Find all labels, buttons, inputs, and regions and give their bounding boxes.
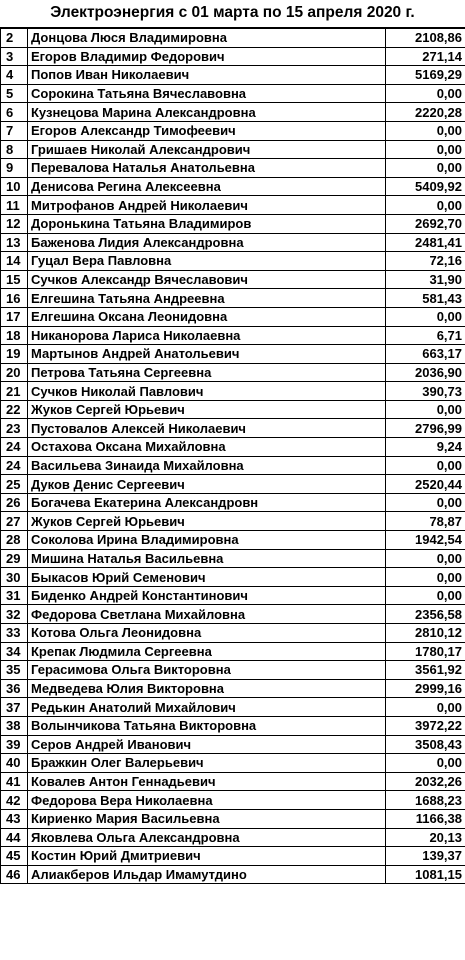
table-row[interactable]: [1, 214, 465, 233]
row-number[interactable]: 7: [1, 121, 28, 140]
row-name[interactable]: Редькин Анатолий Михайлович: [28, 698, 386, 717]
row-name[interactable]: Егоров Владимир Федорович: [28, 47, 386, 66]
row-value[interactable]: 2481,41: [386, 233, 465, 252]
row-value[interactable]: 663,17: [386, 345, 465, 364]
table-row[interactable]: [1, 177, 465, 196]
row-name[interactable]: Васильева Зинаида Михайловна: [28, 456, 386, 475]
row-value[interactable]: 0,00: [386, 754, 465, 773]
row-name[interactable]: Федорова Светлана Михайловна: [28, 605, 386, 624]
row-name[interactable]: Ковалев Антон Геннадьевич: [28, 772, 386, 791]
table-row[interactable]: [1, 624, 465, 643]
row-number[interactable]: 17: [1, 307, 28, 326]
row-value[interactable]: 0,00: [386, 456, 465, 475]
row-number[interactable]: 20: [1, 363, 28, 382]
row-number[interactable]: 24: [1, 438, 28, 457]
table-row[interactable]: [1, 568, 465, 587]
row-number[interactable]: 8: [1, 140, 28, 159]
row-name[interactable]: Крепак Людмила Сергеевна: [28, 642, 386, 661]
table-row[interactable]: [1, 512, 465, 531]
row-number[interactable]: 40: [1, 754, 28, 773]
row-value[interactable]: 1780,17: [386, 642, 465, 661]
row-number[interactable]: 46: [1, 865, 28, 884]
row-name[interactable]: Петрова Татьяна Сергеевна: [28, 363, 386, 382]
row-number[interactable]: 15: [1, 270, 28, 289]
row-name[interactable]: Жуков Сергей Юрьевич: [28, 400, 386, 419]
row-name[interactable]: Яковлева Ольга Александровна: [28, 828, 386, 847]
row-value[interactable]: 72,16: [386, 252, 465, 271]
row-number[interactable]: 44: [1, 828, 28, 847]
row-value[interactable]: 2810,12: [386, 624, 465, 643]
row-number[interactable]: 9: [1, 159, 28, 178]
row-name[interactable]: Мартынов Андрей Анатольевич: [28, 345, 386, 364]
table-row[interactable]: [1, 29, 465, 48]
row-value[interactable]: 20,13: [386, 828, 465, 847]
row-number[interactable]: 22: [1, 400, 28, 419]
row-value[interactable]: 1166,38: [386, 809, 465, 828]
row-number[interactable]: 38: [1, 716, 28, 735]
row-name[interactable]: Елгешина Татьяна Андреевна: [28, 289, 386, 308]
table-row[interactable]: [1, 698, 465, 717]
row-name[interactable]: Гришаев Николай Александрович: [28, 140, 386, 159]
table-row[interactable]: [1, 865, 465, 884]
row-number[interactable]: 37: [1, 698, 28, 717]
row-value[interactable]: 0,00: [386, 586, 465, 605]
row-name[interactable]: Кузнецова Марина Александровна: [28, 103, 386, 122]
table-row[interactable]: [1, 270, 465, 289]
table-row[interactable]: [1, 754, 465, 773]
row-name[interactable]: Богачева Екатерина Александровн: [28, 493, 386, 512]
row-number[interactable]: 10: [1, 177, 28, 196]
row-value[interactable]: 2520,44: [386, 475, 465, 494]
table-row[interactable]: [1, 493, 465, 512]
row-value[interactable]: 31,90: [386, 270, 465, 289]
table-row[interactable]: [1, 382, 465, 401]
row-number[interactable]: 36: [1, 679, 28, 698]
table-row[interactable]: [1, 252, 465, 271]
row-name[interactable]: Медведева Юлия Викторовна: [28, 679, 386, 698]
row-value[interactable]: 0,00: [386, 140, 465, 159]
table-row[interactable]: [1, 828, 465, 847]
row-name[interactable]: Никанорова Лариса Николаевна: [28, 326, 386, 345]
table-row[interactable]: [1, 586, 465, 605]
row-name[interactable]: Жуков Сергей Юрьевич: [28, 512, 386, 531]
row-value[interactable]: 3561,92: [386, 661, 465, 680]
row-value[interactable]: 0,00: [386, 568, 465, 587]
row-number[interactable]: 12: [1, 214, 28, 233]
table-row[interactable]: [1, 549, 465, 568]
row-name[interactable]: Егоров Александр Тимофеевич: [28, 121, 386, 140]
row-name[interactable]: Гуцал Вера Павловна: [28, 252, 386, 271]
row-name[interactable]: Попов Иван Николаевич: [28, 66, 386, 85]
table-row[interactable]: [1, 642, 465, 661]
row-value[interactable]: 2108,86: [386, 29, 465, 48]
row-name[interactable]: Бражкин Олег Валерьевич: [28, 754, 386, 773]
row-name[interactable]: Перевалова Наталья Анатольевна: [28, 159, 386, 178]
row-name[interactable]: Герасимова Ольга Викторовна: [28, 661, 386, 680]
table-row[interactable]: [1, 103, 465, 122]
row-value[interactable]: 2796,99: [386, 419, 465, 438]
row-value[interactable]: 0,00: [386, 698, 465, 717]
row-number[interactable]: 5: [1, 84, 28, 103]
row-name[interactable]: Соколова Ирина Владимировна: [28, 531, 386, 550]
row-number[interactable]: 25: [1, 475, 28, 494]
table-row[interactable]: [1, 791, 465, 810]
row-name[interactable]: Сучков Александр Вячеславович: [28, 270, 386, 289]
row-name[interactable]: Волынчикова Татьяна Викторовна: [28, 716, 386, 735]
row-name[interactable]: Биденко Андрей Константинович: [28, 586, 386, 605]
row-number[interactable]: 33: [1, 624, 28, 643]
table-row[interactable]: [1, 196, 465, 215]
table-body: [1, 29, 465, 884]
table-row[interactable]: [1, 679, 465, 698]
row-number[interactable]: 32: [1, 605, 28, 624]
row-value[interactable]: 2032,26: [386, 772, 465, 791]
row-value[interactable]: 9,24: [386, 438, 465, 457]
row-value[interactable]: 271,14: [386, 47, 465, 66]
row-number[interactable]: 3: [1, 47, 28, 66]
row-value[interactable]: 0,00: [386, 84, 465, 103]
row-number[interactable]: 43: [1, 809, 28, 828]
row-name[interactable]: Кириенко Мария Васильевна: [28, 809, 386, 828]
row-number[interactable]: 11: [1, 196, 28, 215]
row-name[interactable]: Елгешина Оксана Леонидовна: [28, 307, 386, 326]
row-number[interactable]: 27: [1, 512, 28, 531]
table-row[interactable]: [1, 419, 465, 438]
row-number[interactable]: 45: [1, 847, 28, 866]
row-value[interactable]: 2220,28: [386, 103, 465, 122]
row-value[interactable]: 78,87: [386, 512, 465, 531]
row-value[interactable]: 5409,92: [386, 177, 465, 196]
row-number[interactable]: 23: [1, 419, 28, 438]
table-row[interactable]: [1, 47, 465, 66]
table-row[interactable]: [1, 66, 465, 85]
row-number[interactable]: 35: [1, 661, 28, 680]
row-value[interactable]: 0,00: [386, 549, 465, 568]
table-row[interactable]: [1, 438, 465, 457]
row-number[interactable]: 16: [1, 289, 28, 308]
table-row[interactable]: [1, 661, 465, 680]
row-number[interactable]: 39: [1, 735, 28, 754]
row-value[interactable]: 2356,58: [386, 605, 465, 624]
table-row[interactable]: [1, 809, 465, 828]
row-value[interactable]: 581,43: [386, 289, 465, 308]
row-name[interactable]: Митрофанов Андрей Николаевич: [28, 196, 386, 215]
table-row[interactable]: [1, 400, 465, 419]
table-row[interactable]: [1, 475, 465, 494]
row-name[interactable]: Дуков Денис Сергеевич: [28, 475, 386, 494]
row-number[interactable]: 24: [1, 456, 28, 475]
table-row[interactable]: [1, 289, 465, 308]
row-value[interactable]: 139,37: [386, 847, 465, 866]
sheet-title: Электроэнергия с 01 марта по 15 апреля 2020 г.: [0, 0, 465, 28]
row-value[interactable]: 2999,16: [386, 679, 465, 698]
row-number[interactable]: 2: [1, 29, 28, 48]
row-number[interactable]: 18: [1, 326, 28, 345]
row-number[interactable]: 13: [1, 233, 28, 252]
table-row[interactable]: [1, 716, 465, 735]
row-name[interactable]: Котова Ольга Леонидовна: [28, 624, 386, 643]
row-name[interactable]: Денисова Регина Алексеевна: [28, 177, 386, 196]
row-name[interactable]: Сорокина Татьяна Вячеславовна: [28, 84, 386, 103]
row-value[interactable]: 1081,15: [386, 865, 465, 884]
row-value[interactable]: 0,00: [386, 307, 465, 326]
row-number[interactable]: 29: [1, 549, 28, 568]
row-number[interactable]: 21: [1, 382, 28, 401]
row-value[interactable]: 3508,43: [386, 735, 465, 754]
row-name[interactable]: Алиакберов Ильдар Имамутдино: [28, 865, 386, 884]
table-row[interactable]: [1, 772, 465, 791]
row-number[interactable]: 4: [1, 66, 28, 85]
data-table: [0, 28, 465, 884]
row-value[interactable]: 0,00: [386, 400, 465, 419]
table-row[interactable]: [1, 847, 465, 866]
table-row[interactable]: [1, 326, 465, 345]
row-value[interactable]: 3972,22: [386, 716, 465, 735]
table-row[interactable]: [1, 307, 465, 326]
row-name[interactable]: Баженова Лидия Александровна: [28, 233, 386, 252]
row-value[interactable]: 1942,54: [386, 531, 465, 550]
row-name[interactable]: Костин Юрий Дмитриевич: [28, 847, 386, 866]
row-value[interactable]: 5169,29: [386, 66, 465, 85]
table-row[interactable]: [1, 605, 465, 624]
table-row[interactable]: [1, 363, 465, 382]
row-name[interactable]: Донцова Люся Владимировна: [28, 29, 386, 48]
row-name[interactable]: Остахова Оксана Михайловна: [28, 438, 386, 457]
table-row[interactable]: [1, 121, 465, 140]
table-row[interactable]: [1, 345, 465, 364]
row-value[interactable]: 390,73: [386, 382, 465, 401]
row-name[interactable]: Серов Андрей Иванович: [28, 735, 386, 754]
row-name[interactable]: Мишина Наталья Васильевна: [28, 549, 386, 568]
row-number[interactable]: 28: [1, 531, 28, 550]
table-row[interactable]: [1, 456, 465, 475]
row-value[interactable]: 0,00: [386, 121, 465, 140]
row-value[interactable]: 0,00: [386, 159, 465, 178]
table-row[interactable]: [1, 531, 465, 550]
row-number[interactable]: 41: [1, 772, 28, 791]
row-number[interactable]: 6: [1, 103, 28, 122]
row-number[interactable]: 34: [1, 642, 28, 661]
row-value[interactable]: 2692,70: [386, 214, 465, 233]
row-name[interactable]: Пустовалов Алексей Николаевич: [28, 419, 386, 438]
table-row[interactable]: [1, 140, 465, 159]
row-name[interactable]: Федорова Вера Николаевна: [28, 791, 386, 810]
row-name[interactable]: Быкасов Юрий Семенович: [28, 568, 386, 587]
row-value[interactable]: 2036,90: [386, 363, 465, 382]
table-row[interactable]: [1, 159, 465, 178]
row-number[interactable]: 19: [1, 345, 28, 364]
row-value[interactable]: 1688,23: [386, 791, 465, 810]
row-number[interactable]: 31: [1, 586, 28, 605]
row-number[interactable]: 42: [1, 791, 28, 810]
row-name[interactable]: Сучков Николай Павлович: [28, 382, 386, 401]
row-number[interactable]: 26: [1, 493, 28, 512]
row-number[interactable]: 30: [1, 568, 28, 587]
table-row[interactable]: [1, 735, 465, 754]
table-row[interactable]: [1, 84, 465, 103]
table-row[interactable]: [1, 233, 465, 252]
row-number[interactable]: 14: [1, 252, 28, 271]
row-name[interactable]: Доронькина Татьяна Владимиров: [28, 214, 386, 233]
row-value[interactable]: 6,71: [386, 326, 465, 345]
row-value[interactable]: 0,00: [386, 196, 465, 215]
row-value[interactable]: 0,00: [386, 493, 465, 512]
